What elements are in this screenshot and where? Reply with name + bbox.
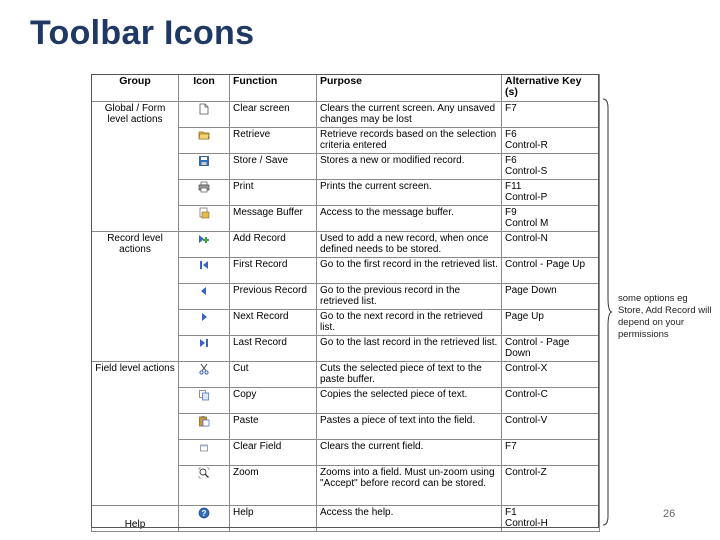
purpose-cell: Clears the current screen. Any unsaved changes may be lost bbox=[317, 102, 502, 128]
purpose-cell: Copies the selected piece of text. bbox=[317, 388, 502, 414]
purpose-cell: Used to add a new record, when once defined needs to be stored. bbox=[317, 232, 502, 258]
purpose-cell: Go to the last record in the retrieved list. bbox=[317, 336, 502, 362]
function-cell: Store / Save bbox=[230, 154, 317, 180]
purpose-cell: Access the help. bbox=[317, 506, 502, 532]
function-cell: Message Buffer bbox=[230, 206, 317, 232]
alt-key-cell: F11 Control-P bbox=[502, 180, 600, 206]
function-cell: First Record bbox=[230, 258, 317, 284]
alt-key-cell: Control-V bbox=[502, 414, 600, 440]
purpose-cell: Retrieve records based on the selection criteria entered bbox=[317, 128, 502, 154]
purpose-cell: Stores a new or modified record. bbox=[317, 154, 502, 180]
alt-key-cell: F7 bbox=[502, 102, 600, 128]
header-function: Function bbox=[230, 75, 317, 102]
purpose-cell: Clears the current field. bbox=[317, 440, 502, 466]
purpose-cell: Go to the next record in the retrieved list. bbox=[317, 310, 502, 336]
slide-title: Toolbar Icons bbox=[30, 14, 255, 52]
function-cell: Help bbox=[230, 506, 317, 532]
function-cell: Last Record bbox=[230, 336, 317, 362]
purpose-cell: Prints the current screen. bbox=[317, 180, 502, 206]
alt-key-cell: F1 Control-H bbox=[502, 506, 600, 532]
table-frame bbox=[91, 74, 599, 528]
alt-key-cell: Control - Page Up bbox=[502, 258, 600, 284]
group-field: Field level actions bbox=[92, 362, 179, 506]
function-cell: Clear screen bbox=[230, 102, 317, 128]
group-help: Help bbox=[92, 506, 179, 532]
function-cell: Previous Record bbox=[230, 284, 317, 310]
function-cell: Paste bbox=[230, 414, 317, 440]
header-group: Group bbox=[92, 75, 179, 102]
function-cell: Add Record bbox=[230, 232, 317, 258]
group-record: Record level actions bbox=[92, 232, 179, 362]
header-alternative-key: Alternative Key (s) bbox=[502, 75, 600, 102]
group-global: Global / Form level actions bbox=[92, 102, 179, 232]
page-number: 26 bbox=[663, 508, 676, 520]
alt-key-cell: Control-N bbox=[502, 232, 600, 258]
function-cell: Zoom bbox=[230, 466, 317, 506]
function-cell: Cut bbox=[230, 362, 317, 388]
purpose-cell: Go to the previous record in the retrieved list. bbox=[317, 284, 502, 310]
purpose-cell: Cuts the selected piece of text to the paste buffer. bbox=[317, 362, 502, 388]
alt-key-cell: Control-C bbox=[502, 388, 600, 414]
alt-key-cell: Page Up bbox=[502, 310, 600, 336]
header-purpose: Purpose bbox=[317, 75, 502, 102]
purpose-cell: Go to the first record in the retrieved list. bbox=[317, 258, 502, 284]
purpose-cell: Access to the message buffer. bbox=[317, 206, 502, 232]
alt-key-cell: Control - Page Down bbox=[502, 336, 600, 362]
function-cell: Copy bbox=[230, 388, 317, 414]
function-cell: Retrieve bbox=[230, 128, 317, 154]
function-cell: Next Record bbox=[230, 310, 317, 336]
header-icon: Icon bbox=[179, 75, 230, 102]
alt-key-cell: Page Down bbox=[502, 284, 600, 310]
purpose-cell: Pastes a piece of text into the field. bbox=[317, 414, 502, 440]
alt-key-cell: F6 Control-R bbox=[502, 128, 600, 154]
right-brace bbox=[602, 98, 612, 526]
purpose-cell: Zooms into a field. Must un-zoom using "Accept" before record can be stored. bbox=[317, 466, 502, 506]
function-cell: Clear Field bbox=[230, 440, 317, 466]
permissions-note: some options eg Store, Add Record will depend on your permissions bbox=[618, 293, 712, 340]
alt-key-cell: Control-Z bbox=[502, 466, 600, 506]
alt-key-cell: F9 Control M bbox=[502, 206, 600, 232]
alt-key-cell: F6 Control-S bbox=[502, 154, 600, 180]
svg-text:?: ? bbox=[201, 509, 207, 518]
alt-key-cell: F7 bbox=[502, 440, 600, 466]
alt-key-cell: Control-X bbox=[502, 362, 600, 388]
function-cell: Print bbox=[230, 180, 317, 206]
